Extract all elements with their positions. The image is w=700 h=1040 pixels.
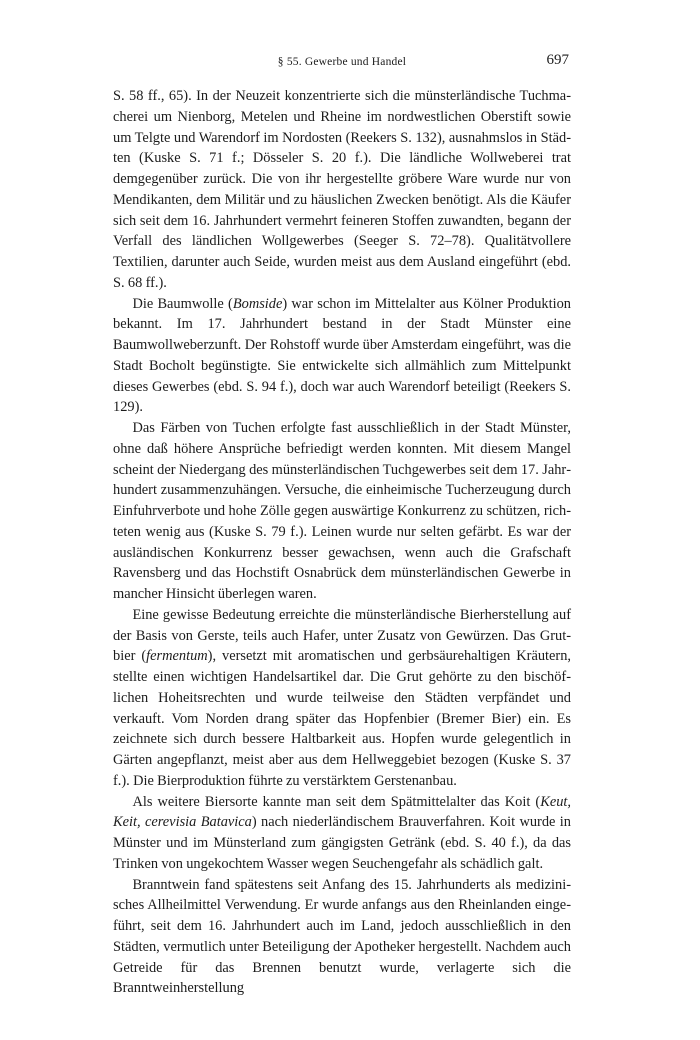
running-title: § 55. Gewerbe und Handel xyxy=(277,56,407,68)
running-head xyxy=(113,52,571,72)
text-run: Das Färben von Tuchen erfolgte fast ausschließlich in der Stadt Münster, ohne daß höhere Ansprüche befriedigt werden konnten. Mit diesem Mangel scheint der Niedergang des münsterländischen Tuchgewerbes seit dem 17. Jahrhundert zusammenzuhängen. Versuche, die einheimische Tucherzeugung durch Einfuhrverbote und hohe Zölle gegen auswärtige Konkurrenz zu schützen, richteten wenig aus (Kuske S. 79 f.). Leinen wurde nur selten gefärbt. Es war der ausländischen Konkurrenz besser gewachsen, wenn auch die Grafschaft Ravensberg und das Hochstift Osnabrück dem münsterländischen Gewerbe in mancher Hinsicht überlegen waren. xyxy=(113,420,571,602)
text-run: S. 58 ff., 65). In der Neuzeit konzentrierte sich die münsterländische Tuchmacherei um Nienborg, Metelen und Rheine im nordwestlichen Oberstift sowie um Telgte und Warendorf im Nordosten (Reekers S. 132), ausnahmslos in Städten (Kuske S. 71 f.; Dösseler S. 20 f.). Die ländliche Wollweberei trat demgegenüber zurück. Die von ihr hergestellte gröbere Ware wurde nur von Mendikanten, dem Militär und zu häuslichen Zwecken benötigt. Als die Käufer sich seit dem 16. Jahrhundert vermehrt feineren Stoffen zuwandten, begann der Verfall des ländlichen Wollgewerbes (Seeger S. 72–78). Qualitätvollere Textilien, darunter auch Seide, wurden meist aus dem Ausland eingeführt (ebd. S. 68 ff.). xyxy=(113,88,571,291)
page-number: 697 xyxy=(546,52,569,68)
text-run: Eine gewisse Bedeutung erreichte die münsterländische Bierherstellung auf der Basis von Gerste, teils auch Hafer, unter Zusatz von Gewürzen. Das Grutbier ( xyxy=(113,606,571,665)
text-run: ) nach niederländischem Brauverfahren. Koit wurde in Münster und im Münsterland zum gängigsten Getränk (ebd. S. 40 f.), da das Trinken von ungekochtem Wasser wegen Seuchengefahr als schädlich galt. xyxy=(113,814,571,872)
text-run: Die Baumwolle ( xyxy=(132,295,233,312)
text-body xyxy=(113,86,571,999)
italic-term: fermentum xyxy=(146,648,208,665)
text-run: Branntwein fand spätestens seit Anfang des 15. Jahrhunderts als medizinisches Allheilmittel Verwendung. Er wurde anfangs aus den Rheinlanden eingeführt, seit dem 16. Jahrhundert auch im Land, jedoch ausschließlich in den Städten, vermutlich unter Beteiligung der Apotheker hergestellt. Nachdem auch Getreide für das Brennen benutzt wurde, verlagerte sich die Branntweinherstellung xyxy=(113,876,571,997)
italic-term: Bomside xyxy=(232,295,283,312)
italic-term: Keut, Keit, cerevisia Batavica xyxy=(113,793,571,831)
text-run: ) war schon im Mittelalter aus Kölner Produktion bekannt. Im 17. Jahrhundert bestand in der Stadt Münster eine Baumwollweberzunft. Der Rohstoff wurde über Amsterdam eingeführt, was die Stadt Bocholt begünstigte. Sie entwickelte sich allmählich zum Mittelpunkt dieses Gewerbes (ebd. S. 94 f.), doch war auch Warendorf beteiligt (Reekers S. 129). xyxy=(113,295,571,416)
text-run: ), versetzt mit aromatischen und gerbsäurehaltigen Kräutern, stellte einen wichtigen Handelsartikel dar. Die Grut gehörte zu den bischöflichen Hoheitsrechten und wurde teilweise den Städten verpfändet und verkauft. Vom Norden drang später das Hopfenbier (Bremer Bier) ein. Es zeichnete sich durch bessere Haltbarkeit aus. Hopfen wurde gelegentlich in Gärten angepflanzt, meist aber aus dem Hellweggebiet bezogen (Kuske S. 37 f.). Die Bierproduktion führte zu verstärktem Gerstenanbau. xyxy=(113,648,571,789)
paragraph xyxy=(113,605,571,792)
paragraph xyxy=(113,418,571,605)
text-run: Als weitere Biersorte kannte man seit dem Spätmittelalter das Koit ( xyxy=(132,793,541,810)
paragraph xyxy=(113,86,571,294)
paragraph xyxy=(113,792,571,875)
paragraph xyxy=(113,875,571,1000)
paragraph xyxy=(113,294,571,419)
